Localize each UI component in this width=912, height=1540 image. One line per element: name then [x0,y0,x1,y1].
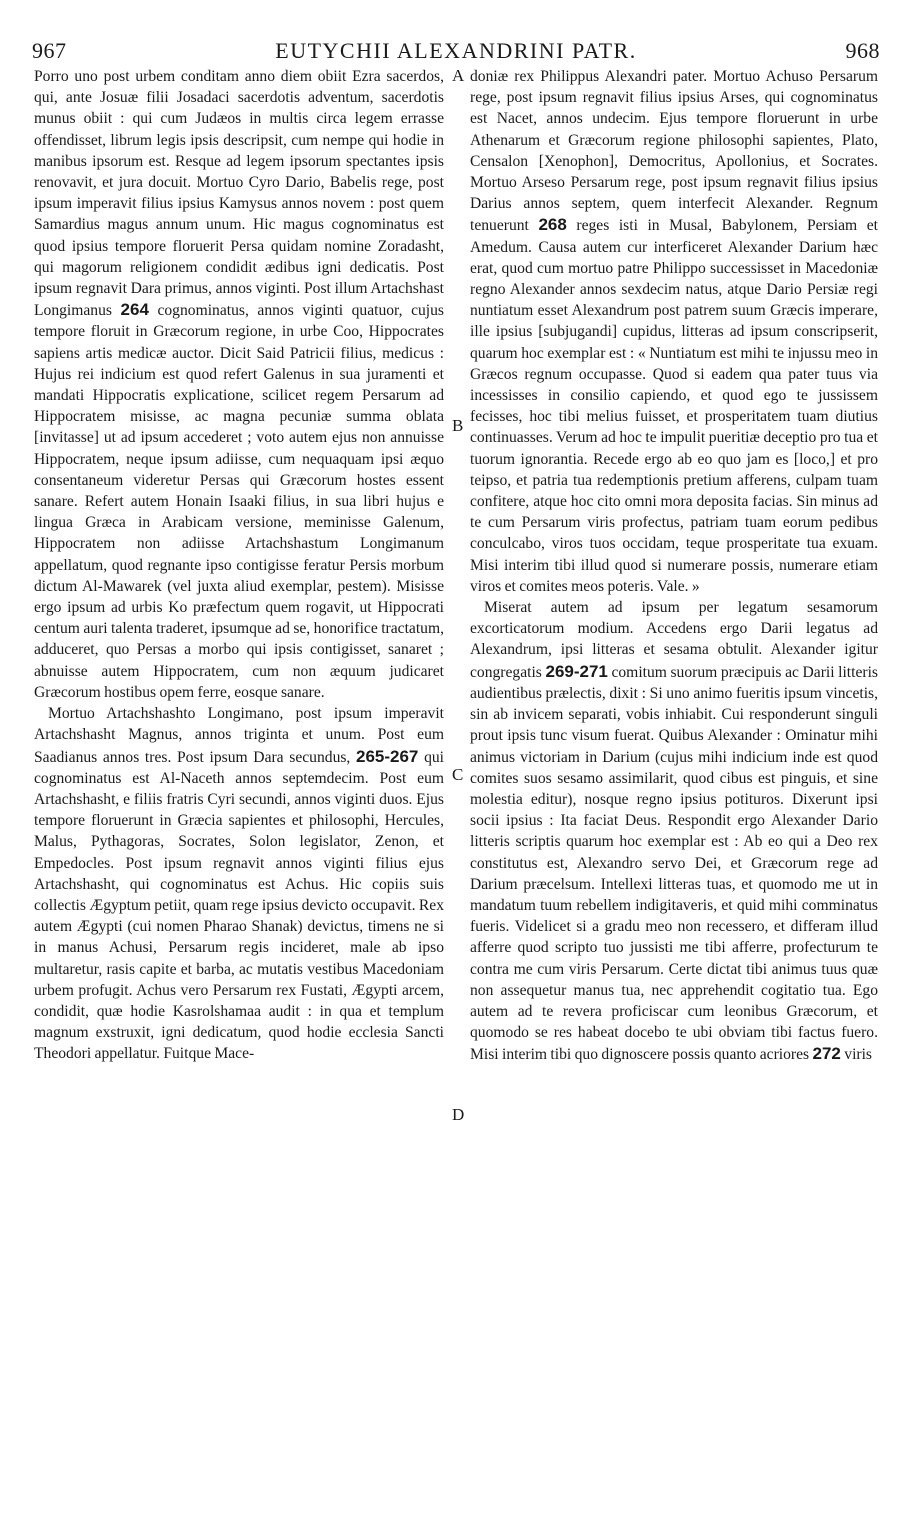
paragraph [470,66,878,597]
margin-marker-c: C [452,765,464,784]
paragraph [34,703,444,1064]
column-reference-number: 264 [120,300,149,320]
text-run: comitum suorum præcipuis ac Darii litteris audientibus prælectis, dixit : Si uno animo fueritis ipsum vincetis, sin ab invicem separati, vobis inhiabit. Cui responderunt singuli prout ipsis tunc visum fuerat. Quibus Alexander : Ominatur mihi animus victoriam in Darium (cujus mihi indicium inde est quod comites suos sesamo assimilarit, quod cibus est pinguis, et sine molestia editur), nosque regno ipsius potituros. Dixerunt ipsi socii ipsius : Ita faciat Deus. Respondit ergo Alexander Dario litteris scriptis quarum hoc exemplar est : Ab eo qui a Deo rex constitutus est, Alexandro servo Dei, et Græcorum rege ad Darium præcelsum. Intellexi litteras tuas, et quomodo me ut in mandatum tuum rebellem indigitaveris, et quid mihi comminatus fueris. Videlicet si a gradu meo non recessero, et differam illud afferre quod scripto tuo jussisti me tibi afferre, profecturum te contra me cum viris Persarum. Certe dictat tibi animus tuus quæ non assequetur manus tua, nec apprehendit cogitatio tua. Ego autem ad te revera proficiscar cum leonibus Græcorum, et quomodo se res habeat docebo te ubi obviam tibi factus fuero. Misi interim tibi quo dignoscere possis quanto acriores [470,663,878,1064]
column-reference-number: 265-267 [356,746,419,766]
text-run: reges isti in Musal, Babylonem, Persiam et Amedum. Causa autem cur interficeret Alexander Darium hæc erat, quod cum mortuo patre Philippo successisset in Macedoniæ regno Alexander annos sexdecim natus, atque Dario Persiæ regi nuntiatum esset Alexandrum post patrem suum Græcis imperare, ille ipsius [subjugandi] cupidus, litteras ad ipsum conscripserit, quarum hoc exemplar est : « Nuntiatum est mihi te injussu meo in Græcos regnum occupasse. Quod si eadem qua pater tuus via incessisses in consilio capiendo, et quod ego te jussissem fecisses, hoc tibi melius fuisset, et prosperitatem tuam diutius continuasses. Verum ad hoc te impulit pueritiæ deceptio pro tua et tuorum ignorantia. Recede ergo ab eo quo jam es [loco,] et pro teipso, et patria tua redemptionis pretium afferens, culpam tuam confitere, atque hoc cito omni mora deposita facias. Sin minus ad te cum Persarum viris profectus, patriam tuam eorum pedibus conculcabo, viros tuos occidam, teque prosperitate tua exuam. Misi interim tibi illud quod si numerare possis, numerare etiam viros et comites meos poteris. Vale. » [470,217,878,595]
column-reference-number: 272 [812,1044,841,1064]
text-run: qui cognominatus est Al-Naceth annos septemdecim. Post eum Artachshasht, e filiis fratris Cyri secundi, annos viginti duos. Ejus tempore floruerunt in Græcia sapientes et philosophi, Hercules, Malus, Pythagoras, Socrates, Solon legislator, Zenon, et Empedocles. Post ipsum regnavit annos viginti filius ejus Artachshasht, qui cognominatus est Achus. Hic copiis suis collectis Ægyptum petiit, quam rege ipsius devicto occupavit. Rex autem Ægypti (cui nomen Pharao Shanak) devictus, timens ne si in manus Achusi, Persarum regis incideret, male ab ipso multaretur, rasis capite et barba, ac mutatis vestibus Macedoniam urbem profugit. Achus vero Persarum rex Fustati, Ægypti arcem, condidit, quæ hodie Kasrolshamaa audit : in qua et templum magnum exstruxit, igni dedicatum, quod hodie ecclesia Sancti Theodori appellatur. Fuitque Mace- [34,748,445,1063]
margin-marker-a: A [452,66,465,85]
text-run: viris [844,1046,872,1064]
right-text-column [470,66,878,1066]
running-title: EUTYCHII ALEXANDRINI PATR. [275,38,637,63]
paragraph [470,597,878,1065]
right-page-number: 968 [845,38,880,63]
column-reference-number: 268 [538,215,567,235]
margin-marker-d: D [452,1105,465,1124]
running-header [32,38,880,64]
text-run: Miserat autem ad ipsum per legatum sesamorum excorticatorum modium. Accedens ergo Darii legatus ad Alexandrum, ipsi litteras et sesama obtulit. Alexander igitur congregatis [470,599,878,681]
left-page-number: 967 [32,38,67,63]
text-run: Mortuo Artachshashto Longimano, post ipsum imperavit Artachshasht Magnus, annos triginta et unum. Post eum Saadianus annos tres. Post ipsum Dara secundus, [34,705,444,766]
column-reference-number: 269-271 [545,661,608,681]
margin-marker-b: B [452,416,464,435]
text-run: doniæ rex Philippus Alexandri pater. Mortuo Achuso Persarum rege, post ipsum regnavit filius ipsius Arses, qui cognominatus est Nacet, annos undecim. Ejus tempore floruerunt in urbe Athenarum et Græcorum regione philosophi sapientes, Plato, Censalon [Xenophon], Democritus, Apollonius, et Socrates. Mortuo Arseso Persarum rege, post ipsum regnavit filius ipsius Darius annos septem, quem interfecit Alexander. Regnum tenuerunt [470,68,878,235]
text-run: cognominatus, annos viginti quatuor, cujus tempore floruit in Græcorum regione, in urbe Coo, Hippocrates sapiens artis medicæ auctor. Dicit Said Patricii filius, medicus : Hujus rei indicium est quod refert Galenus in sua juramenti et mandati Hippocratis explicatione, scilicet regem Persarum ad Hippocratem misisse, ac magna pecuniæ summa oblata [invitasse] ut ad ipsum accederet ; voto autem ejus non annuisse Hippocratem, neque ipsum adiisse, cum nequaquam ipsi æquo consentaneum videretur Persas qui Græcorum hostes essent sanare. Refert autem Honain Isaaki filius, in sua libri hujus e lingua Græca in Arabicam versione, meminisse Galenum, Hippocratem non adiisse Artachshastum Longimanum appellatum, quod regnante ipso contigisse feratur Persis morbum dictum Al-Mawarek (vel juxta aliud exemplar, pestem). Misisse ergo ipsum ad urbis Ko præfectum quem rogavit, ut Hippocrati centum auri talenta traderet, ipsumque ad se, honorifice tractatum, adduceret, quo Persas a morbo qui ipsis contigisset, sanaret ; abnuisse autem Hippocratem, cum non æquum judicaret Græcorum hostibus opem ferre, eosque sanare. [34,302,444,701]
left-text-column [34,66,444,1065]
text-run: Porro uno post urbem conditam anno diem obiit Ezra sacerdos, qui, ante Josuæ filii Josadaci sacerdotis adventum, sacerdotis munus obiit : qui cum Judæos in multis circa legem errasse offendisset, librum legis ipsis descripsit, cum nempe qui hodie in manibus ipsorum est. Resque ad legem ipsorum spectantes ipsis renovavit, et jura docuit. Mortuo Cyro Dario, Babelis rege, post ipsum imperavit filius ipsius Kamysus annos novem : post quem Samardius magus annum unum. Hic magus cognominatus est quod ipsius tempore floruerit Persa quidam nomine Zoradasht, qui magorum religionem condidit ædibus igni dedicatis. Post ipsum regnavit Dara primus, annos viginti. Post illum Artachshast Longimanus [34,68,444,320]
paragraph [34,66,444,703]
